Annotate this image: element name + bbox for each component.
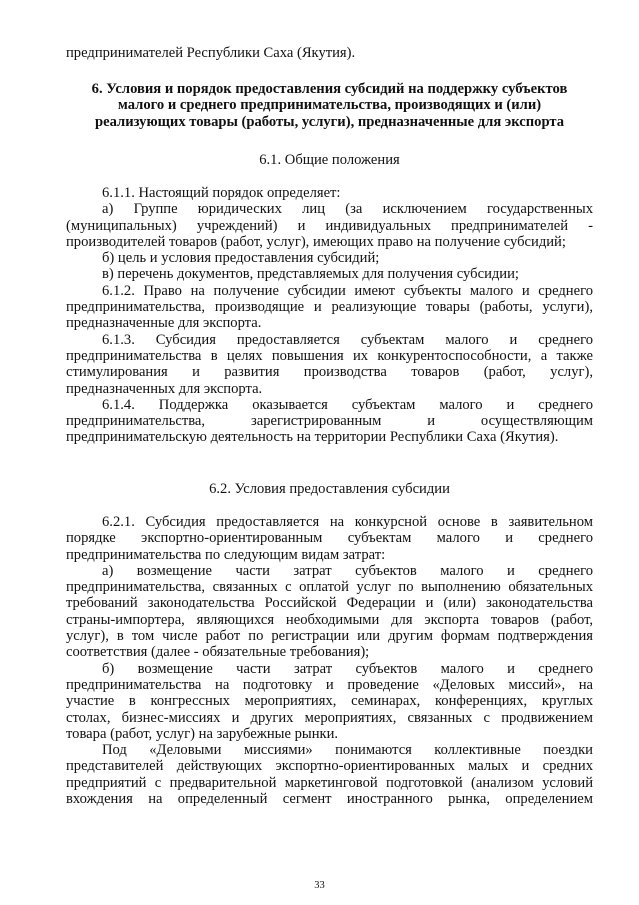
- paragraph-6-1-4-line-2: предпринимательства, зарегистрированным и осуществляющим: [66, 413, 593, 430]
- subsection-title-text: 6.1. Общие положения: [259, 152, 400, 168]
- item-6-2-1-b-line-2: предпринимательства на подготовку и проведение «Деловых миссий», на: [66, 676, 593, 693]
- paragraph-6-1-2-line-2: предпринимательства, производящие и реализующие товары (работы, услуги),: [66, 299, 593, 316]
- item-6-2-1-a-line-2: предпринимательства, связанных с оплатой услуг по выполнению обязательных: [66, 579, 593, 596]
- section-heading: [66, 81, 593, 130]
- paragraph-6-1-3-line-3: стимулирования и развития производства товаров (работ, услуг),: [66, 364, 593, 381]
- item-6-2-1-a-line-5: услуг), в том числе работ по регистрации или другим формам подтверждения: [66, 628, 593, 645]
- item-v: в) перечень документов, представляемых для получения субсидии;: [102, 266, 519, 283]
- item-a-line-2: (муниципальных) учреждений) и индивидуальных предпринимателей -: [66, 217, 593, 234]
- paragraph-6-2: [66, 514, 593, 807]
- section-heading-line-1: 6. Условия и порядок предоставления субсидий на поддержку субъектов: [91, 81, 568, 97]
- missions-line-4: вхождения на определенный сегмент иностранного рынка, определением: [66, 791, 593, 808]
- subsection-6-2-title: [66, 481, 593, 497]
- subsection-title-text: 6.2. Условия предоставления субсидии: [209, 481, 450, 497]
- intro-line: [66, 45, 593, 61]
- item-6-2-1-a-line-6: соответствия (далее - обязательные требования);: [66, 644, 370, 661]
- paragraph-6-2-1-line-2: порядке экспортно-ориентированным субъектам малого и среднего: [66, 530, 593, 547]
- paragraph-6-2-1-line-3: предпринимательства по следующим видам затрат:: [66, 546, 386, 563]
- paragraph-6-1-4-line-3: предпринимательскую деятельность на территории Республики Саха (Якутия).: [66, 429, 559, 446]
- missions-line-1: Под «Деловыми миссиями» понимаются коллективные поездки: [102, 742, 593, 759]
- item-6-2-1-a-line-4: страны-импортера, являющихся необходимыми для экспорта товаров (работ,: [66, 611, 593, 628]
- item-a-line-3: производителей товаров (работ, услуг), имеющих право на получение субсидий;: [66, 233, 566, 250]
- item-a-line-1: а) Группе юридических лиц (за исключением государственных: [102, 201, 593, 218]
- item-6-2-1-a-line-3: требований законодательства Российской Федерации и (или) законодательства: [66, 595, 593, 612]
- page-number: 33: [314, 880, 325, 891]
- paragraph-6-1-4-line-1: 6.1.4. Поддержка оказывается субъектам малого и среднего: [102, 396, 593, 413]
- intro-text: предпринимателей Республики Саха (Якутия).: [66, 45, 356, 61]
- item-6-2-1-b-line-5: товара (работ, услуг) на зарубежные рынки.: [66, 725, 339, 742]
- section-heading-line-3: реализующих товары (работы, услуги), предназначенные для экспорта: [94, 113, 565, 130]
- item-b: б) цель и условия предоставления субсидий;: [102, 250, 380, 267]
- item-6-2-1-b-line-3: участие в конгрессных мероприятиях, семинарах, конференциях, круглых: [66, 693, 593, 710]
- paragraph-6-1-2-line-3: предназначенные для экспорта.: [66, 315, 262, 332]
- item-6-2-1-b-line-4: столах, бизнес-миссиях и других мероприятиях, связанных с продвижением: [66, 709, 593, 726]
- paragraph-6-1-2-line-1: 6.1.2. Право на получение субсидии имеют субъекты малого и среднего: [102, 282, 593, 299]
- paragraph-6-1-1: 6.1.1. Настоящий порядок определяет:: [102, 185, 341, 201]
- paragraph-6-2-1-line-1: 6.2.1. Субсидия предоставляется на конкурсной основе в заявительном: [102, 514, 593, 530]
- paragraph-6-1-3-line-2: предпринимательства в целях повышения их конкурентоспособности, а также: [66, 347, 593, 364]
- missions-line-3: предприятий с предварительной маркетинговой подготовкой (анализом условий: [66, 774, 593, 791]
- subsection-6-1-title: [66, 152, 593, 168]
- paragraph-6-1-3-line-4: предназначенных для экспорта.: [66, 380, 263, 397]
- item-6-2-1-b-line-1: б) возмещение части затрат субъектов малого и среднего: [102, 660, 593, 677]
- item-6-2-1-a-line-1: а) возмещение части затрат субъектов малого и среднего: [102, 562, 593, 579]
- missions-line-2: представителей действующих экспортно-ориентированных малых и средних: [66, 758, 593, 775]
- paragraph-6-1-3-line-1: 6.1.3. Субсидия предоставляется субъектам малого и среднего: [102, 331, 593, 348]
- section-heading-line-2: малого и среднего предпринимательства, производящих и (или): [117, 97, 542, 114]
- paragraph-6-1: [66, 185, 593, 446]
